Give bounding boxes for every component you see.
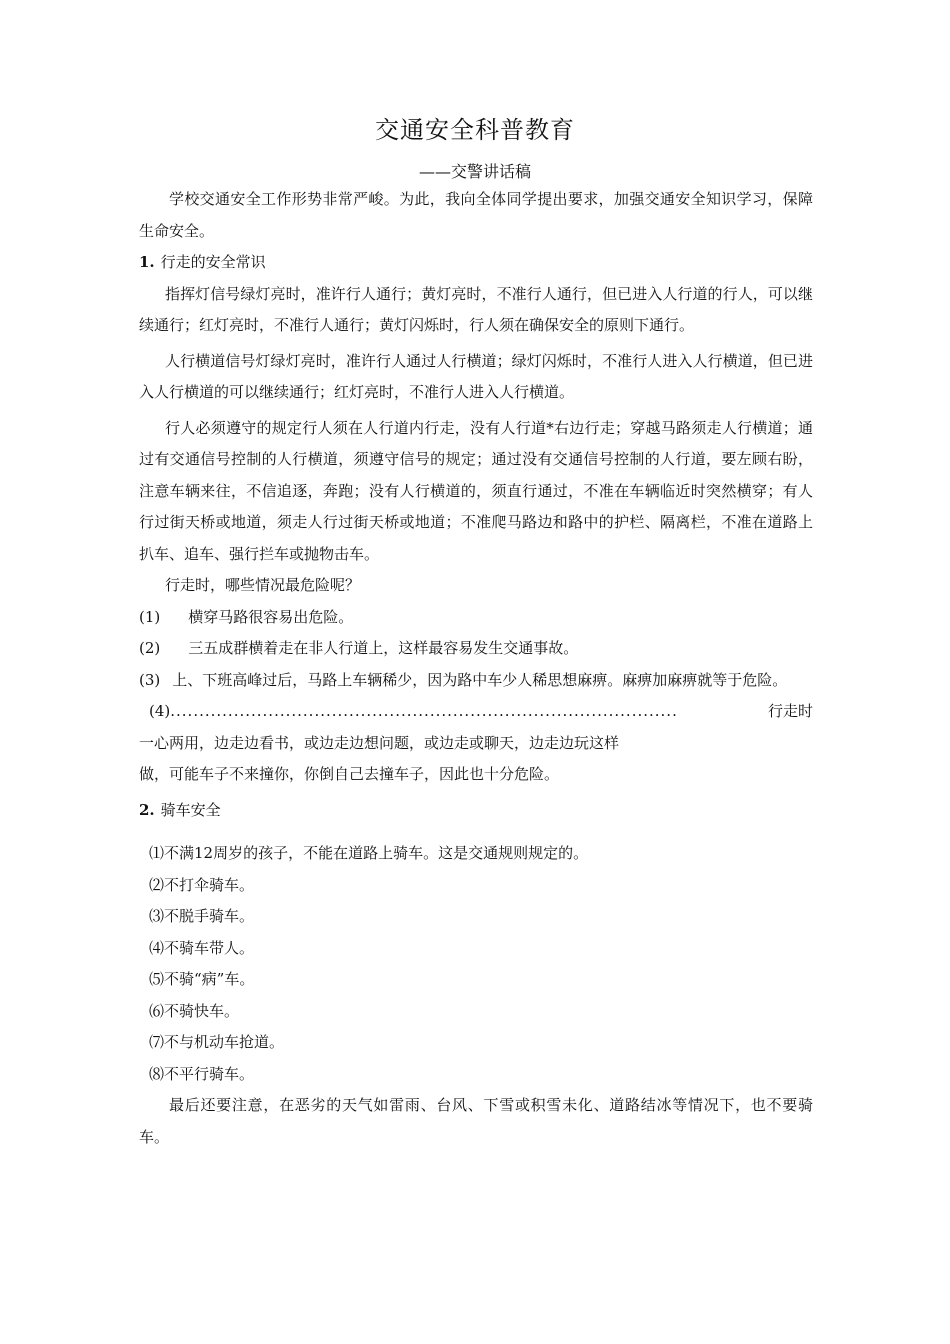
danger-item-4-line-3: 做，可能车子不来撞你，你倒自己去撞车子，因此也十分危险。 <box>139 765 560 783</box>
danger-item-3-text: 上、下班高峰过后，马路上车辆稀少，因为路中车少人稀思想麻痹。麻痹加麻痹就等于危险。 <box>172 670 788 689</box>
section-1-heading <box>139 247 813 279</box>
section-1-paragraph-2: 人行横道信号灯绿灯亮时，准许行人通过人行横道；绿灯闪烁时，不准行人进入人行横道，但已进入人行横道的可以继续通行；红灯亮时，不准行人进入人行横道。 <box>139 351 813 401</box>
bike-rules-list <box>139 838 813 1090</box>
section-2-heading <box>139 795 813 827</box>
section-1-question: 行走时，哪些情况最危险呢？ <box>165 576 361 594</box>
closing-paragraph: 最后还要注意，在恶劣的天气如雷雨、台风、下雪或积雪未化、道路结冰等情况下，也不要骑车。 <box>139 1096 813 1146</box>
danger-item-1-number: (1) <box>139 607 161 626</box>
section-2-number: 2. <box>139 800 155 819</box>
bike-rule-8: ⑻不平行骑车。 <box>149 1064 255 1083</box>
danger-item-3 <box>139 665 813 697</box>
document-subtitle: ——交警讲话稿 <box>418 162 531 181</box>
section-1-title: 行走的安全常识 <box>160 253 266 271</box>
danger-item-3-number: (3) <box>139 670 161 689</box>
bike-rule-6: ⑹不骑快车。 <box>149 1001 240 1020</box>
bike-rule-2: ⑵不打伞骑车。 <box>149 875 255 894</box>
intro-paragraph: 学校交通安全工作形势非常严峻。为此，我向全体同学提出要求，加强交通安全知识学习，保障生命安全。 <box>139 190 813 240</box>
danger-item-2 <box>139 633 813 665</box>
section-1-paragraph-1: 指挥灯信号绿灯亮时，准许行人通行；黄灯亮时，不准行人通行，但已进入人行道的行人，可以继续通行；红灯亮时，不准行人通行；黄灯闪烁时，行人须在确保安全的原则下通行。 <box>139 284 813 334</box>
document-title: 交通安全科普教育 <box>375 116 575 144</box>
section-2-title: 骑车安全 <box>160 800 221 819</box>
document-body <box>139 184 813 1153</box>
danger-item-4-leader: ........................................................................................ <box>170 702 678 720</box>
bike-rule-3: ⑶不脱手骑车。 <box>149 907 255 925</box>
bike-rule-1: ⑴不满12周岁的孩子，不能在道路上骑车。这是交通规则规定的。 <box>149 844 589 862</box>
section-1-paragraph-3: 行人必须遵守的规定行人须在人行道内行走，没有人行道*右边行走；穿越马路须走人行横道；通过有交通信号控制的人行横道，须遵守信号的规定；通过没有交通信号控制的人行道，要左顾右盼，注意车辆来往，不信追逐，奔跑；没有人行横道的，须直行通过，不准在车辆临近时突然横穿；有人行过街天桥或地道，须走人行过街天桥或地道；不准爬马路边和路中的护栏、隔离栏，不准在道路上扒车、追车、强行拦车或抛物击车。 <box>139 418 813 563</box>
bike-rule-7: ⑺不与机动车抢道。 <box>149 1033 285 1051</box>
danger-item-4-number: (4) <box>149 702 171 720</box>
danger-item-2-number: (2) <box>139 639 161 657</box>
bike-rule-5: ⑸不骑“病”车。 <box>149 970 255 988</box>
danger-item-1-text: 横穿马路很容易出危险。 <box>188 607 354 626</box>
section-1-number: 1. <box>139 253 155 271</box>
danger-item-2-text: 三五成群横着走在非人行道上，这样最容易发生交通事故。 <box>188 639 579 657</box>
bike-rule-4: ⑷不骑车带人。 <box>149 938 255 957</box>
danger-item-4-line-2: 一心两用，边走边看书，或边走边想问题，或边走或聊天，边走边玩这样 <box>139 733 620 752</box>
danger-item-4-line-1 <box>139 696 813 728</box>
danger-item-4-tail: 行走时 <box>767 702 813 720</box>
danger-item-1 <box>139 602 813 634</box>
